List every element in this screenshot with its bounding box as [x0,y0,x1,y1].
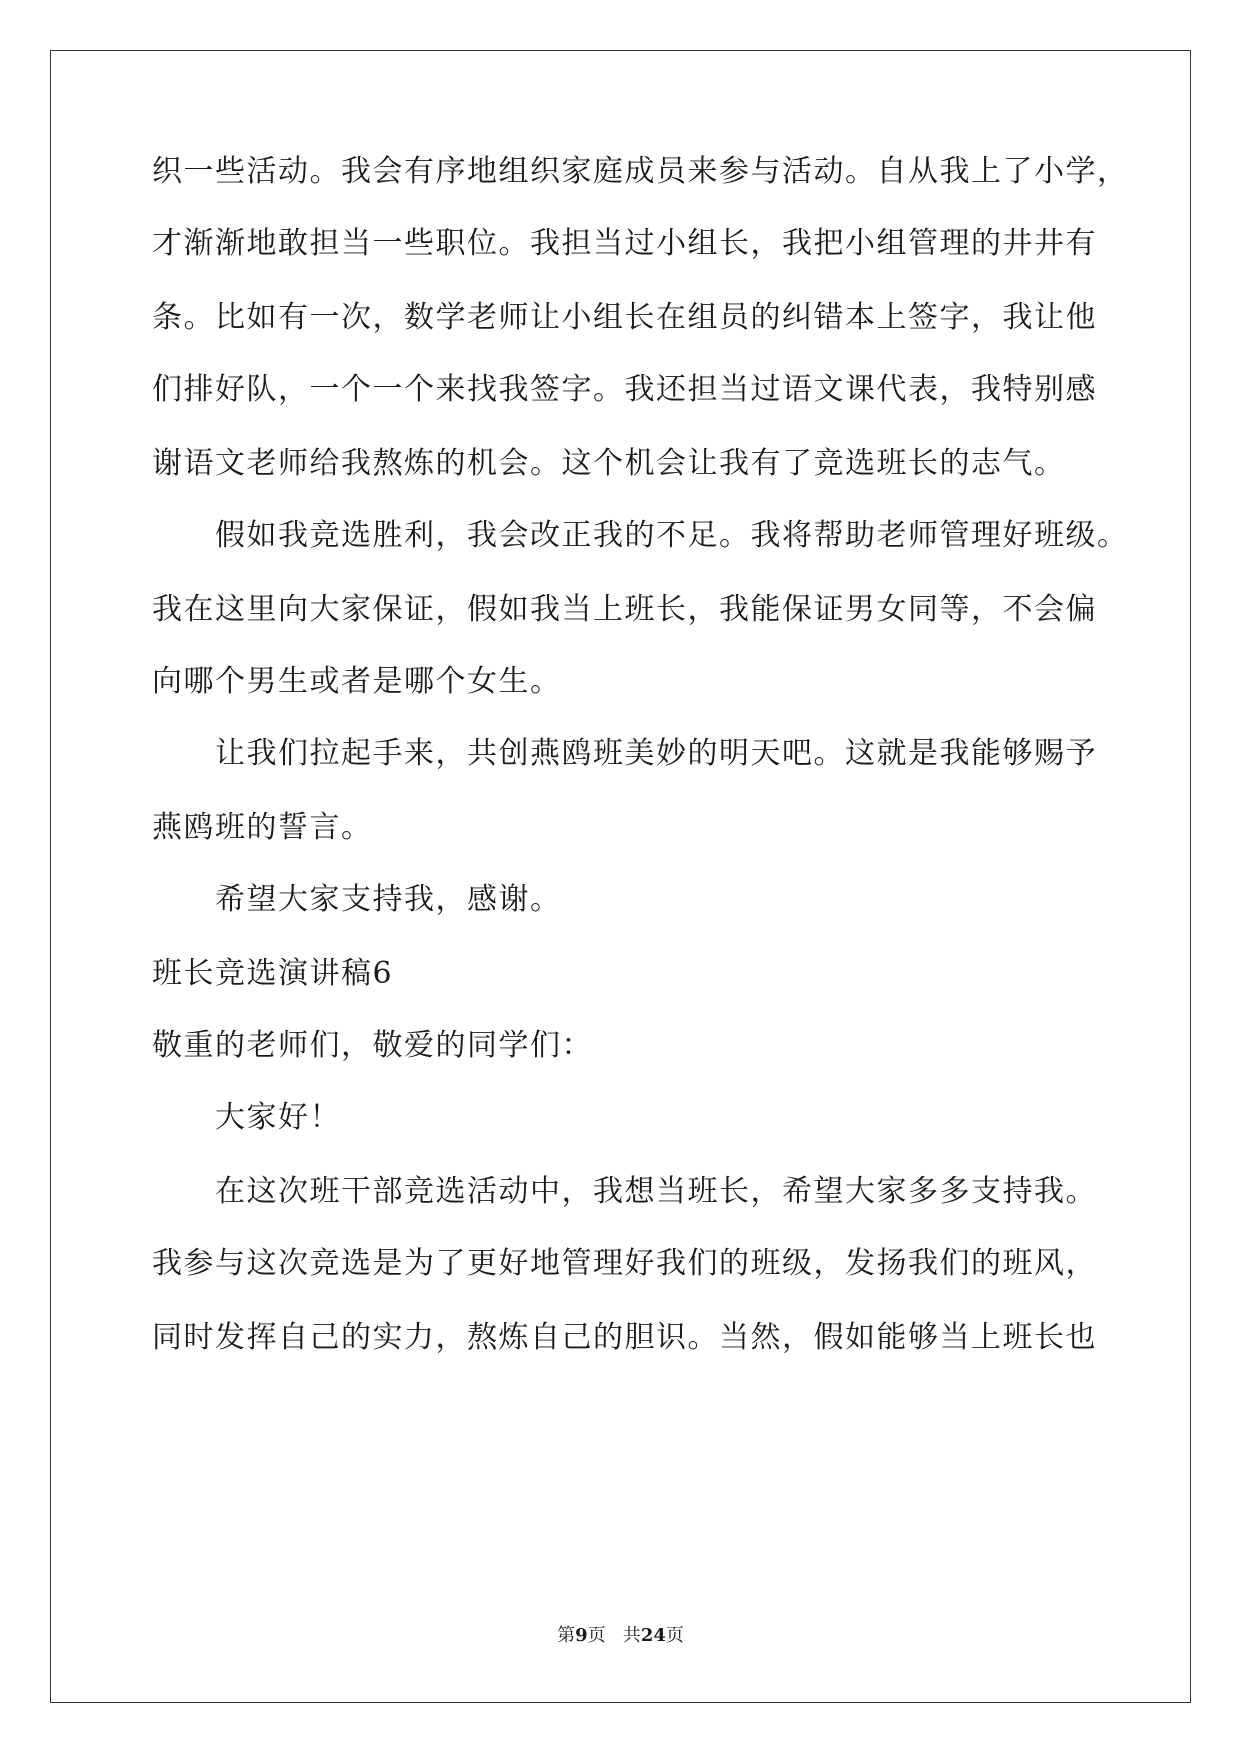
footer-prefix: 第 [557,1625,576,1646]
paragraph-start-line: 假如我竞选胜利，我会改正我的不足。我将帮助老师管理好班级。 [215,518,1129,553]
body-line: 们排好队，一个一个来找我签字。我还担当过语文课代表，我特别感 [152,372,1097,407]
body-line: 谢语文老师给我熬炼的机会。这个机会让我有了竞选班长的志气。 [152,446,1066,481]
total-page-count: 24 [640,1625,666,1646]
current-page-number: 9 [575,1625,588,1646]
body-line: 我在这里向大家保证，假如我当上班长，我能保证男女同等，不会偏 [152,592,1097,627]
footer-page-suffix: 页 [587,1625,606,1646]
body-line: 我参与这次竞选是为了更好地管理好我们的班级，发扬我们的班风， [152,1246,1097,1281]
paragraph-start-line: 让我们拉起手来，共创燕鸥班美妙的明天吧。这就是我能够赐予 [215,736,1097,771]
greeting: 大家好！ [215,1100,341,1135]
body-line: 燕鸥班的誓言。 [152,810,373,845]
footer-total-prefix: 共 [622,1625,641,1646]
body-line: 条。比如有一次，数学老师让小组长在组员的纠错本上签字，我让他 [152,300,1097,335]
salutation: 敬重的老师们，敬爱的同学们： [152,1028,593,1063]
paragraph-start-line: 希望大家支持我，感谢。 [215,882,562,917]
footer-total-suffix: 页 [665,1625,684,1646]
section-heading: 班长竞选演讲稿6 [152,956,394,991]
body-line: 向哪个男生或者是哪个女生。 [152,664,562,699]
body-line: 同时发挥自己的实力，熬炼自己的胆识。当然，假如能够当上班长也 [152,1320,1097,1355]
page-footer [0,1624,1241,1648]
body-line: 才渐渐地敢担当一些职位。我担当过小组长，我把小组管理的井井有 [152,226,1097,261]
paragraph-start-line: 在这次班干部竞选活动中，我想当班长，希望大家多多支持我。 [215,1174,1097,1209]
body-line: 织一些活动。我会有序地组织家庭成员来参与活动。自从我上了小学， [152,154,1129,189]
